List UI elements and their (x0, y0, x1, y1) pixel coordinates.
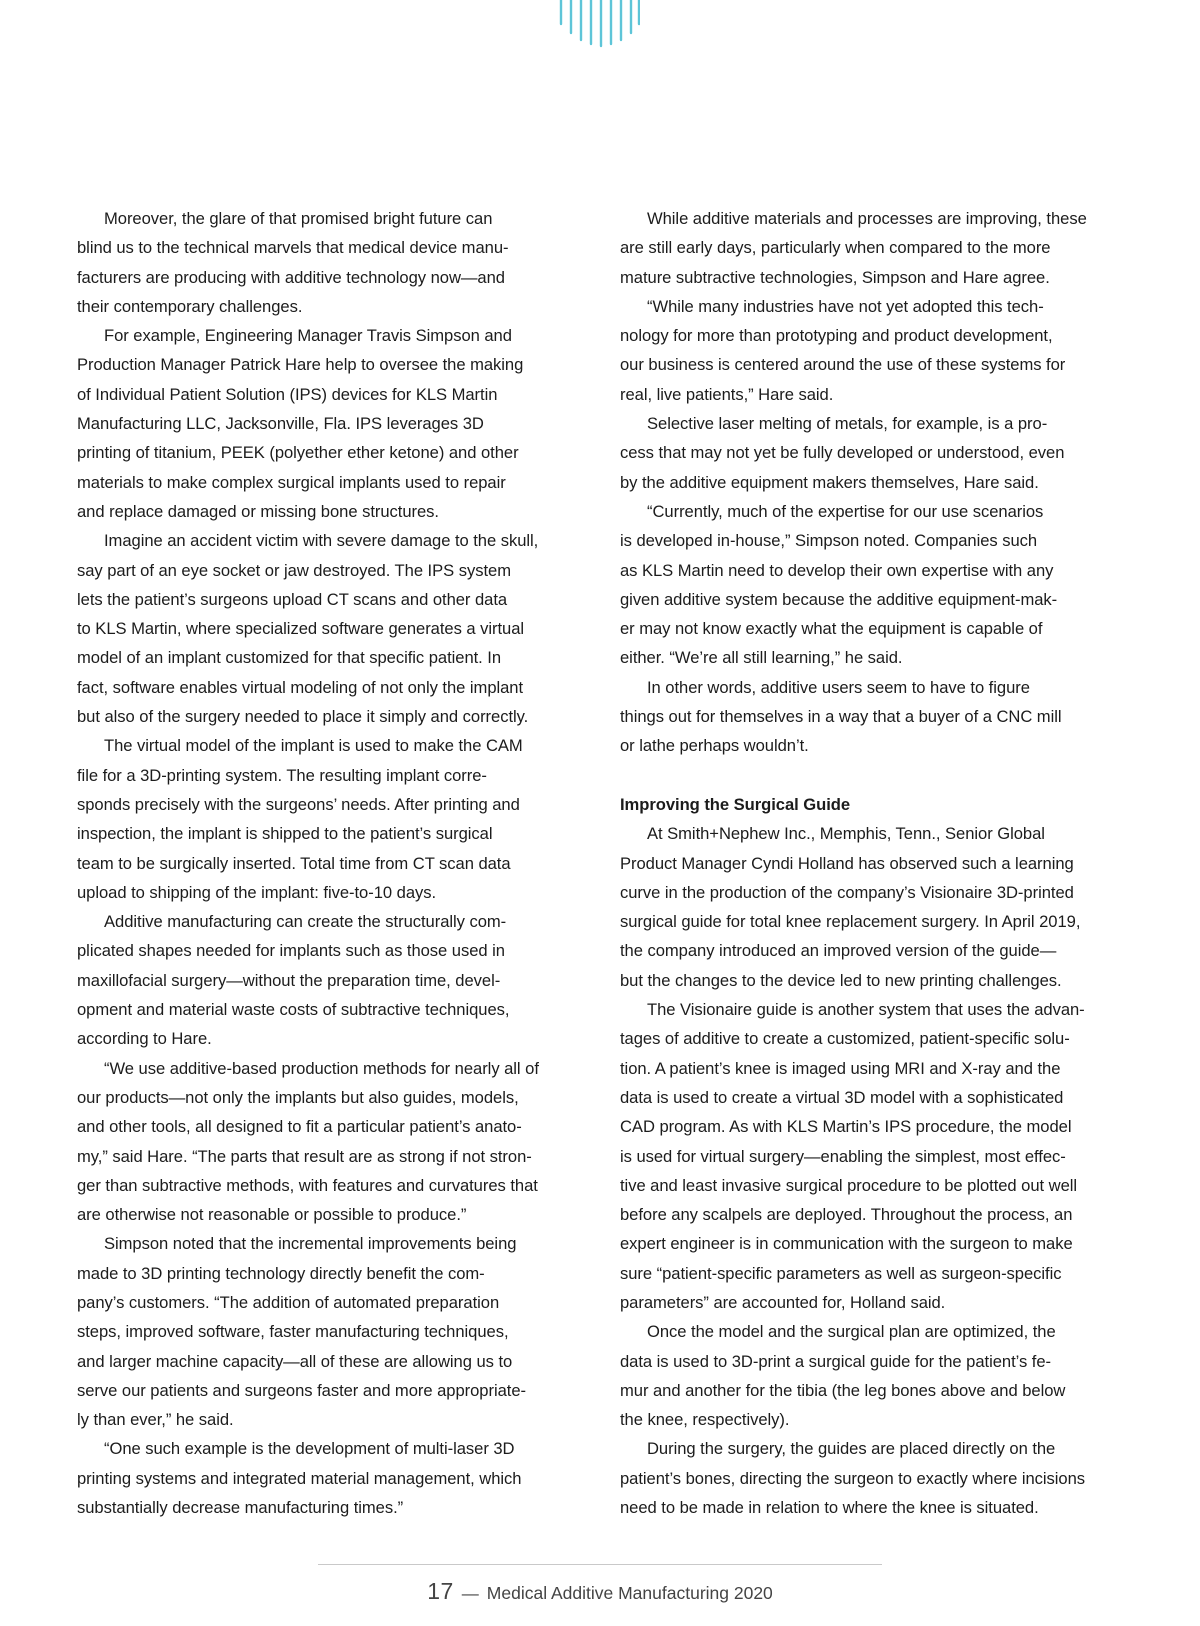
paragraph: While additive materials and processes are improving, these are still early days, particularly when compared to the more mature subtractive technologies, Simpson and Hare agree. (620, 209, 1087, 287)
footer-dash: — (461, 1584, 479, 1603)
paragraph: Selective laser melting of metals, for example, is a pro- cess that may not yet be fully developed or understood, even by the additive equipment makers themselves, Hare said. (620, 414, 1065, 492)
paragraph: In other words, additive users seem to have to figure things out for themselves in a way that a buyer of a CNC mill or lathe perhaps wouldn’t. (620, 677, 1062, 756)
page-footer (0, 1578, 1200, 1605)
paragraph: Imagine an accident victim with severe damage to the skull, say part of an eye socket or jaw destroyed. The IPS system lets the patient’s surgeons upload CT scans and other data to KLS Martin, where specialized software generates a virtual model of an implant customized for that specific patient. In fact, software enables virtual modeling of not only the implant but also of the surgery needed to place it simply and correctly. (77, 531, 539, 727)
paragraph: “One such example is the development of multi-laser 3D printing systems and integrated material management, which substantially decrease manufacturing times.” (77, 1439, 522, 1518)
paragraph: “Currently, much of the expertise for our use scenarios is developed in-house,” Simpson noted. Companies such as KLS Martin need to develop their own expertise with any given additive system because the additive equipment-mak- er may not know exactly what the equipment is capable of either. “We’re all still learning,” he said. (620, 501, 1058, 668)
article-left-column (77, 204, 580, 1522)
article-right-column (620, 204, 1125, 1522)
page-number: 17 (427, 1578, 454, 1604)
paragraph: The Visionaire guide is another system that uses the advan- tages of additive to create a customized, patient-specific solu- tion. A patient’s knee is imaged using MRI and X-ray and the data is used to create a virtual 3D model with a sophisticated CAD program. As with KLS Martin’s IPS procedure, the model is used for virtual surgery—enabling the simplest, most effec- tive and least invasive surgical procedure to be plotted out well before any scalpels are deployed. Throughout the process, an expert engineer is in communication with the surgeon to make sure “patient-specific parameters as well as surgeon-specific parameters” are accounted for, Holland said. (620, 1000, 1085, 1312)
paragraph: For example, Engineering Manager Travis Simpson and Production Manager Patrick Hare help to oversee the making of Individual Patient Solution (IPS) devices for KLS Martin Manufacturing LLC, Jacksonville, Fla. IPS leverages 3D printing of titanium, PEEK (polyether ether ketone) and other materials to make complex surgical implants used to repair and replace damaged or missing bone structures. (77, 326, 524, 521)
vertical-lines-icon (558, 0, 640, 48)
paragraph: At Smith+Nephew Inc., Memphis, Tenn., Senior Global Product Manager Cyndi Holland has observed such a learning curve in the production of the company’s Visionaire 3D-printed surgical guide for total knee replacement surgery. In April 2019, the company introduced an improved version of the guide— but the changes to the device led to new printing challenges. (620, 824, 1081, 990)
paragraph: “We use additive-based production methods for nearly all of our products—not only the implants but also guides, models, and other tools, all designed to fit a particular patient’s anato- my,” said Hare. “The parts that result are as strong if not stron- ger than subtractive methods, with features and curvatures that are otherwise not reasonable or possible to produce.” (77, 1058, 539, 1225)
paragraph: Simpson noted that the incremental improvements being made to 3D printing technology directly benefit the com- pany’s customers. “The addition of automated preparation steps, improved software, faster manufacturing techniques, and larger machine capacity—all of these are allowing us to serve our patients and surgeons faster and more appropriate- ly than ever,” he said. (77, 1234, 526, 1430)
publication-title: Medical Additive Manufacturing 2020 (486, 1583, 773, 1603)
paragraph: The virtual model of the implant is used to make the CAM file for a 3D-printing system. The resulting implant corre- sponds precisely with the surgeons’ needs. After printing and inspection, the implant is shipped to the patient’s surgical team to be surgically inserted. Total time from CT scan data upload to shipping of the implant: five-to-10 days. (77, 736, 523, 902)
section-subhead: Improving the Surgical Guide (620, 794, 851, 814)
footer-divider (318, 1564, 882, 1565)
paragraph: Moreover, the glare of that promised bright future can blind us to the technical marvels that medical device manu- facturers are producing with additive technology now—and their contemporary challenges. (77, 209, 509, 316)
paragraph: “While many industries have not yet adopted this tech- nology for more than prototyping and product development, our business is centered around the use of these systems for real, live patients,” Hare said. (620, 296, 1066, 404)
paragraph: During the surgery, the guides are placed directly on the patient’s bones, directing the surgeon to exactly where incisions need to be made in relation to where the knee is situated. (620, 1439, 1086, 1518)
paragraph: Once the model and the surgical plan are optimized, the data is used to 3D-print a surgical guide for the patient’s fe- mur and another for the tibia (the leg bones above and below the knee, respectively). (620, 1322, 1066, 1430)
paragraph: Additive manufacturing can create the structurally com- plicated shapes needed for implants such as those used in maxillofacial surgery—without the preparation time, devel- opment and material waste costs of subtractive techniques, according to Hare. (77, 912, 510, 1049)
